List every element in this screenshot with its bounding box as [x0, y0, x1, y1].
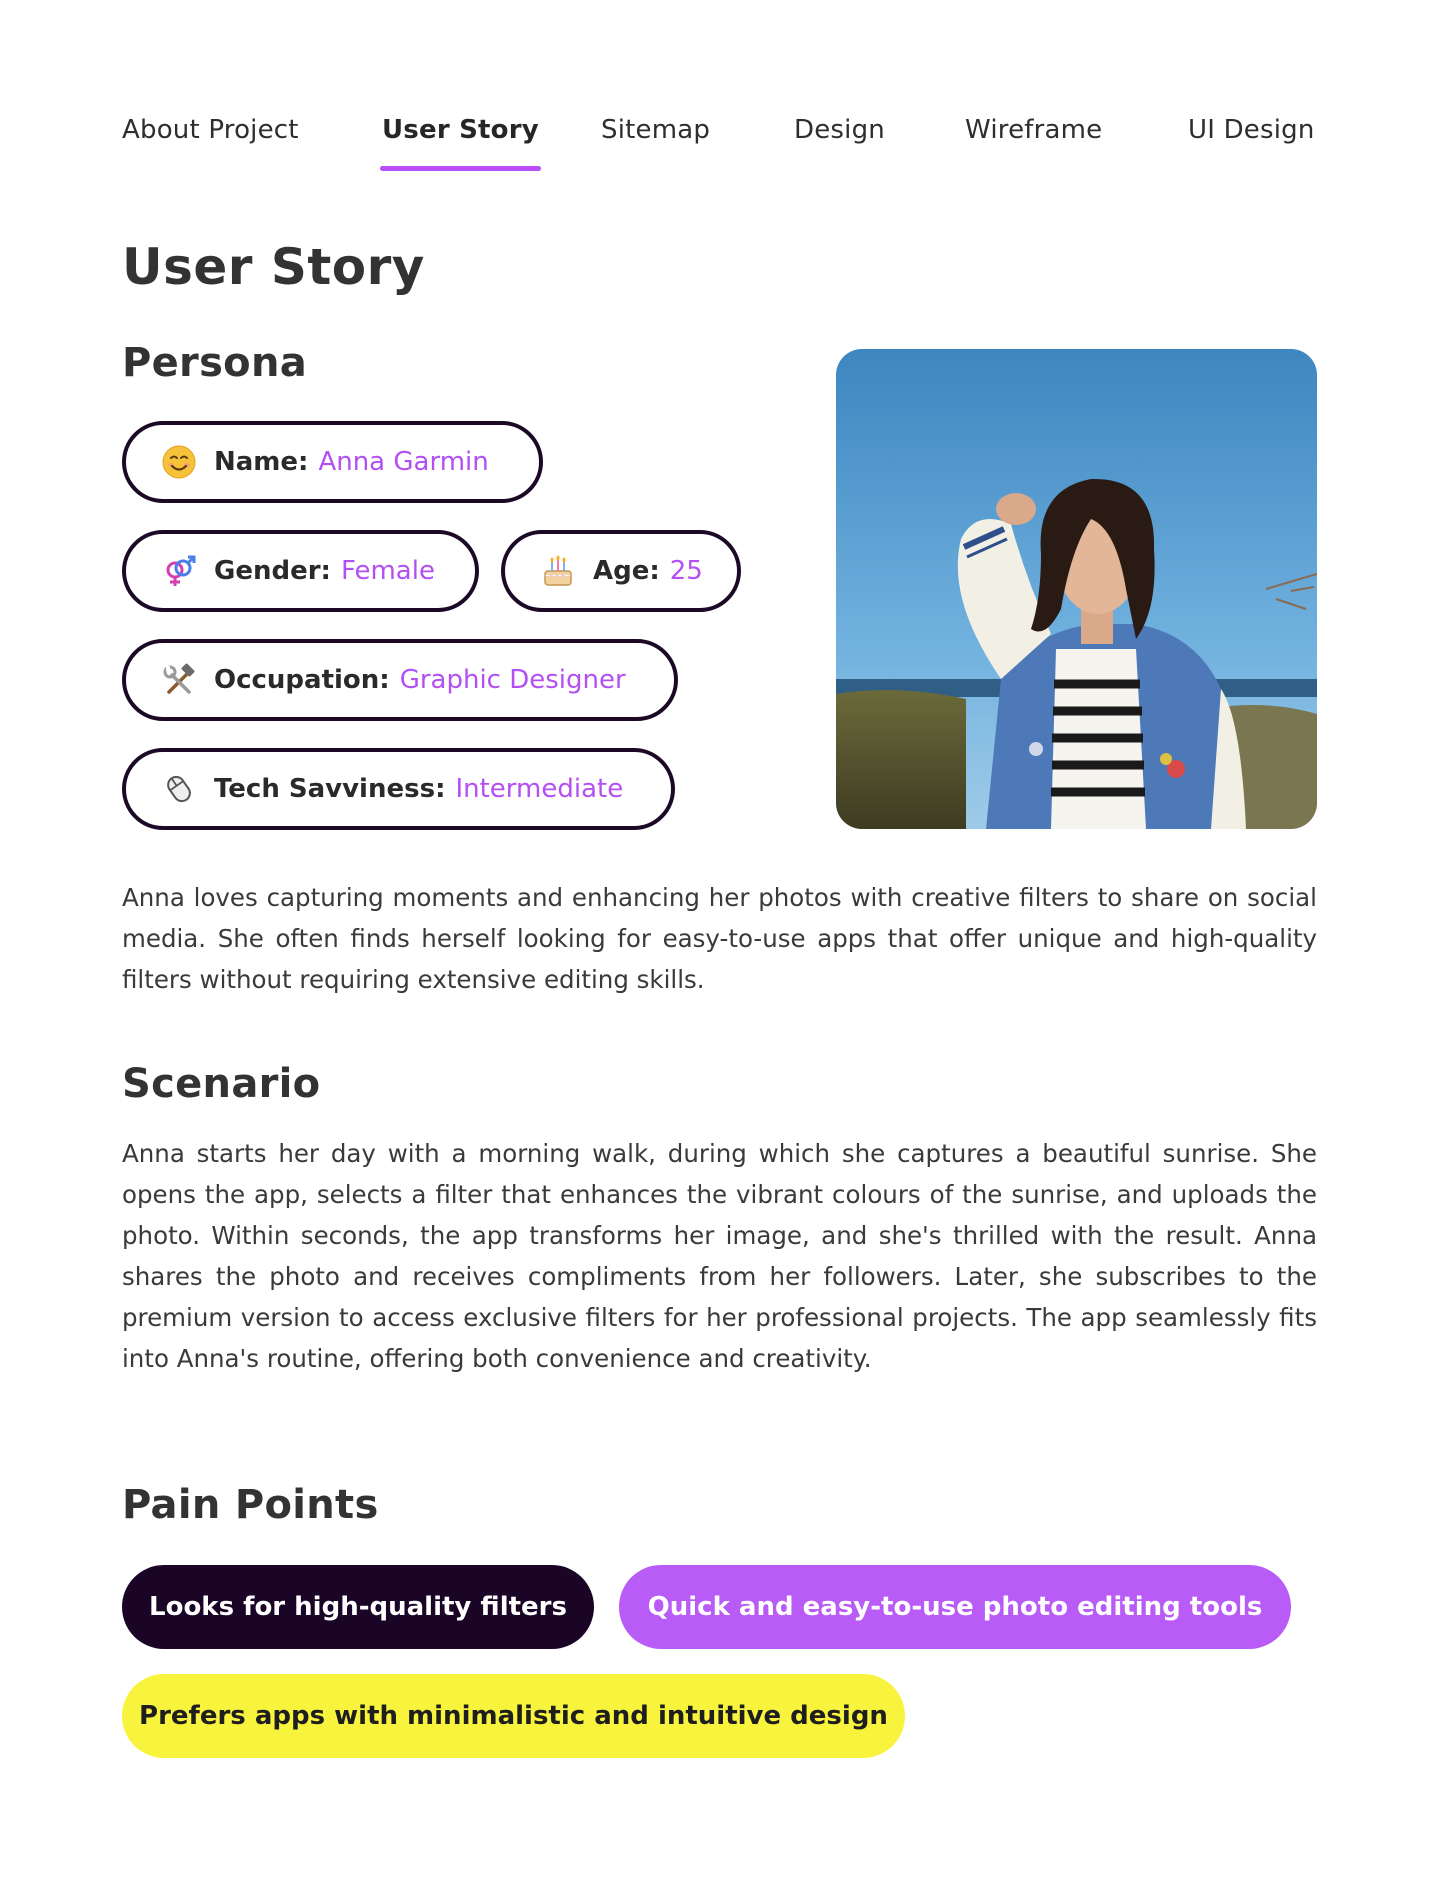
persona-tech-pill — [122, 748, 675, 830]
name-value: Anna Garmin — [318, 447, 489, 477]
tech-label: Tech Savviness: — [214, 774, 446, 804]
name-label: Name: — [214, 447, 309, 477]
persona-name-pill — [122, 421, 543, 503]
persona-occupation-pill — [122, 639, 678, 721]
persona-gender-pill — [122, 530, 479, 612]
pain-points-heading: Pain Points — [122, 1482, 379, 1528]
tab-about-project[interactable]: About Project — [122, 115, 299, 145]
pain-point-chip — [122, 1565, 594, 1649]
section-nav — [122, 115, 1317, 175]
pain-point-label: Looks for high-quality filters — [149, 1592, 567, 1622]
occupation-label: Occupation: — [214, 665, 390, 695]
occupation-value: Graphic Designer — [399, 665, 626, 695]
active-tab-indicator — [380, 166, 541, 171]
gender-label: Gender: — [214, 556, 331, 586]
scenario-heading: Scenario — [122, 1061, 321, 1107]
tab-user-story[interactable] — [382, 115, 539, 145]
persona-heading: Persona — [122, 340, 308, 386]
gender-symbol-icon — [162, 554, 196, 588]
pain-point-label: Prefers apps with minimalistic and intuitive design — [139, 1701, 888, 1731]
page-title: User Story — [122, 238, 425, 296]
pain-point-chip — [619, 1565, 1291, 1649]
smiling-face-icon — [162, 445, 196, 479]
computer-mouse-icon — [162, 772, 196, 806]
persona-description: Anna loves capturing moments and enhancing her photos with creative filters to share on social media. She often finds herself looking for easy-to-use apps that offer unique and high-quality filters without requiring extensive editing skills. — [122, 883, 1317, 994]
tab-wireframe[interactable]: Wireframe — [965, 115, 1103, 145]
pain-point-label: Quick and easy-to-use photo editing tools — [647, 1592, 1263, 1622]
tab-design[interactable]: Design — [794, 115, 885, 145]
age-label: Age: — [593, 556, 660, 586]
scenario-text: Anna starts her day with a morning walk, during which she captures a beautiful sunrise. She opens the app, selects a filter that enhances the vibrant colours of the sunrise, and uploads the photo. Within seconds, the app transforms her image, and she's thrilled with the result. Anna shares the photo and receives compliments from her followers. Later, she subscribes to the premium version to access exclusive filters for her professional projects. The app seamlessly fits into Anna's routine, offering both convenience and creativity. — [122, 1139, 1317, 1373]
persona-photo — [836, 349, 1317, 829]
pain-point-chip — [122, 1674, 905, 1758]
hammer-wrench-icon — [162, 663, 196, 697]
persona-age-pill — [501, 530, 741, 612]
tech-value: Intermediate — [455, 774, 624, 804]
tab-ui-design[interactable]: UI Design — [1188, 115, 1315, 145]
gender-value: Female — [340, 556, 435, 586]
tab-sitemap[interactable]: Sitemap — [601, 115, 711, 145]
tab-user-story-label: User Story — [382, 115, 539, 145]
birthday-cake-icon — [541, 554, 575, 588]
age-value: 25 — [669, 556, 703, 586]
